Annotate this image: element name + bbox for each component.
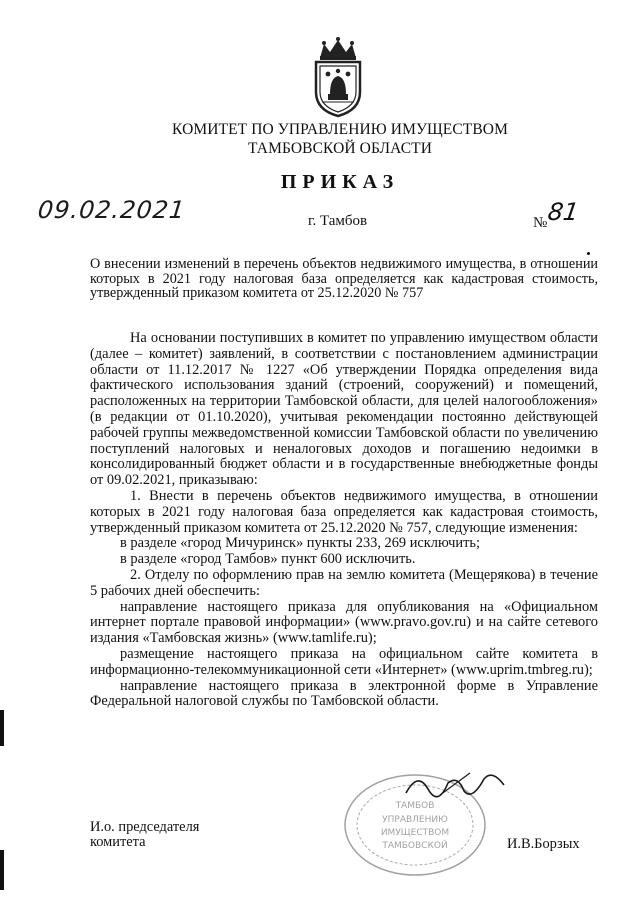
stamp-line-1: ТАМБОВ bbox=[395, 801, 435, 811]
document-subject: О внесении изменений в перечень объектов недвижимого имущества, в отношении которых в 2021 году налоговая база определяется как кадастровая стоимость, утвержденный приказом комитета от 25.12.2020 № 757 bbox=[90, 256, 598, 301]
scan-margin-mark bbox=[0, 710, 4, 746]
document-city: г. Тамбов bbox=[308, 213, 368, 229]
signatory-title-line-1: И.о. председателя bbox=[90, 819, 200, 835]
organization-name-line-1: КОМИТЕТ ПО УПРАВЛЕНИЮ ИМУЩЕСТВОМ bbox=[172, 121, 508, 138]
tambov-coat-of-arms-icon bbox=[306, 36, 370, 118]
scan-margin-mark bbox=[0, 850, 4, 890]
stamp-line-4: ТАМБОВСКОЙ bbox=[382, 841, 448, 851]
stamp-line-2: УПРАВЛЕНИЮ bbox=[382, 815, 448, 825]
preamble-paragraph: На основании поступивших в комитет по управлению имуществом области (далее – комитет) заявлений, в соответствии с постановлением администрации области от 11.12.2017 № 1227 «Об утверждении Порядка определения вида фактического использования зданий (строений, сооружений) и помещений, расположенных на территории Тамбовской области, для целей налогообложения» (в редакции от 01.10.2020), учитывая рекомендации постоянно действующей рабочей группы межведомственной комиссии Тамбовской области по увеличению поступлений налоговых и неналоговых доходов и погашению недоимки в консолидированный бюджет области и в государственные внебюджетные фонды от 09.02.2021, приказываю: bbox=[90, 330, 598, 489]
scan-margin-marks bbox=[0, 700, 5, 905]
document-type: ПРИКАЗ bbox=[280, 171, 400, 193]
organization-name-line-2: ТАМБОВСКОЙ ОБЛАСТИ bbox=[248, 140, 432, 157]
document-date-handwritten: 09.02.2021 bbox=[36, 196, 187, 224]
item-2-publication: направление настоящего приказа для опубликования на «Официальном интернет портале правовой информации» (www.pravo.gov.ru) и на сайте сетевого издания «Тамбовская жизнь» (www.tamlife.ru); bbox=[90, 598, 598, 647]
item-2-website-posting: размещение настоящего приказа на официальном сайте комитета в информационно-телекоммуникационной сети «Интернет» (www.uprim.tmbreg.ru); bbox=[90, 645, 598, 678]
margin-dot bbox=[587, 252, 590, 255]
signatory-title-line-2: комитета bbox=[90, 834, 146, 850]
item-2-tax-service-notice: направление настоящего приказа в электронной форме в Управление Федеральной налоговой службы по Тамбовской области. bbox=[90, 677, 598, 710]
item-1-paragraph: 1. Внести в перечень объектов недвижимого имущества, в отношении которых в 2021 году налоговая база определяется как кадастровая стоимость, утвержденный приказом комитета от 25.12.2020 № 757, следующие изменения: bbox=[90, 487, 598, 536]
item-2-paragraph: 2. Отделу по оформлению прав на землю комитета (Мещерякова) в течение 5 рабочих дней обеспечить: bbox=[90, 566, 598, 599]
signatory-title bbox=[90, 820, 199, 850]
document-body bbox=[90, 331, 598, 710]
signatory-name: И.В.Борзых bbox=[507, 836, 580, 852]
item-1-change-tambov: в разделе «город Тамбов» пункт 600 исключить. bbox=[120, 551, 416, 568]
handwritten-signature-icon bbox=[400, 765, 510, 805]
item-1-change-michurinsk: в разделе «город Мичуринск» пункты 233, 269 исключить; bbox=[120, 535, 480, 552]
document-number-handwritten: 81 bbox=[546, 198, 581, 226]
organization-name bbox=[120, 120, 560, 158]
stamp-line-3: ИМУЩЕСТВОМ bbox=[380, 828, 450, 838]
document-number-label: № bbox=[533, 215, 548, 231]
